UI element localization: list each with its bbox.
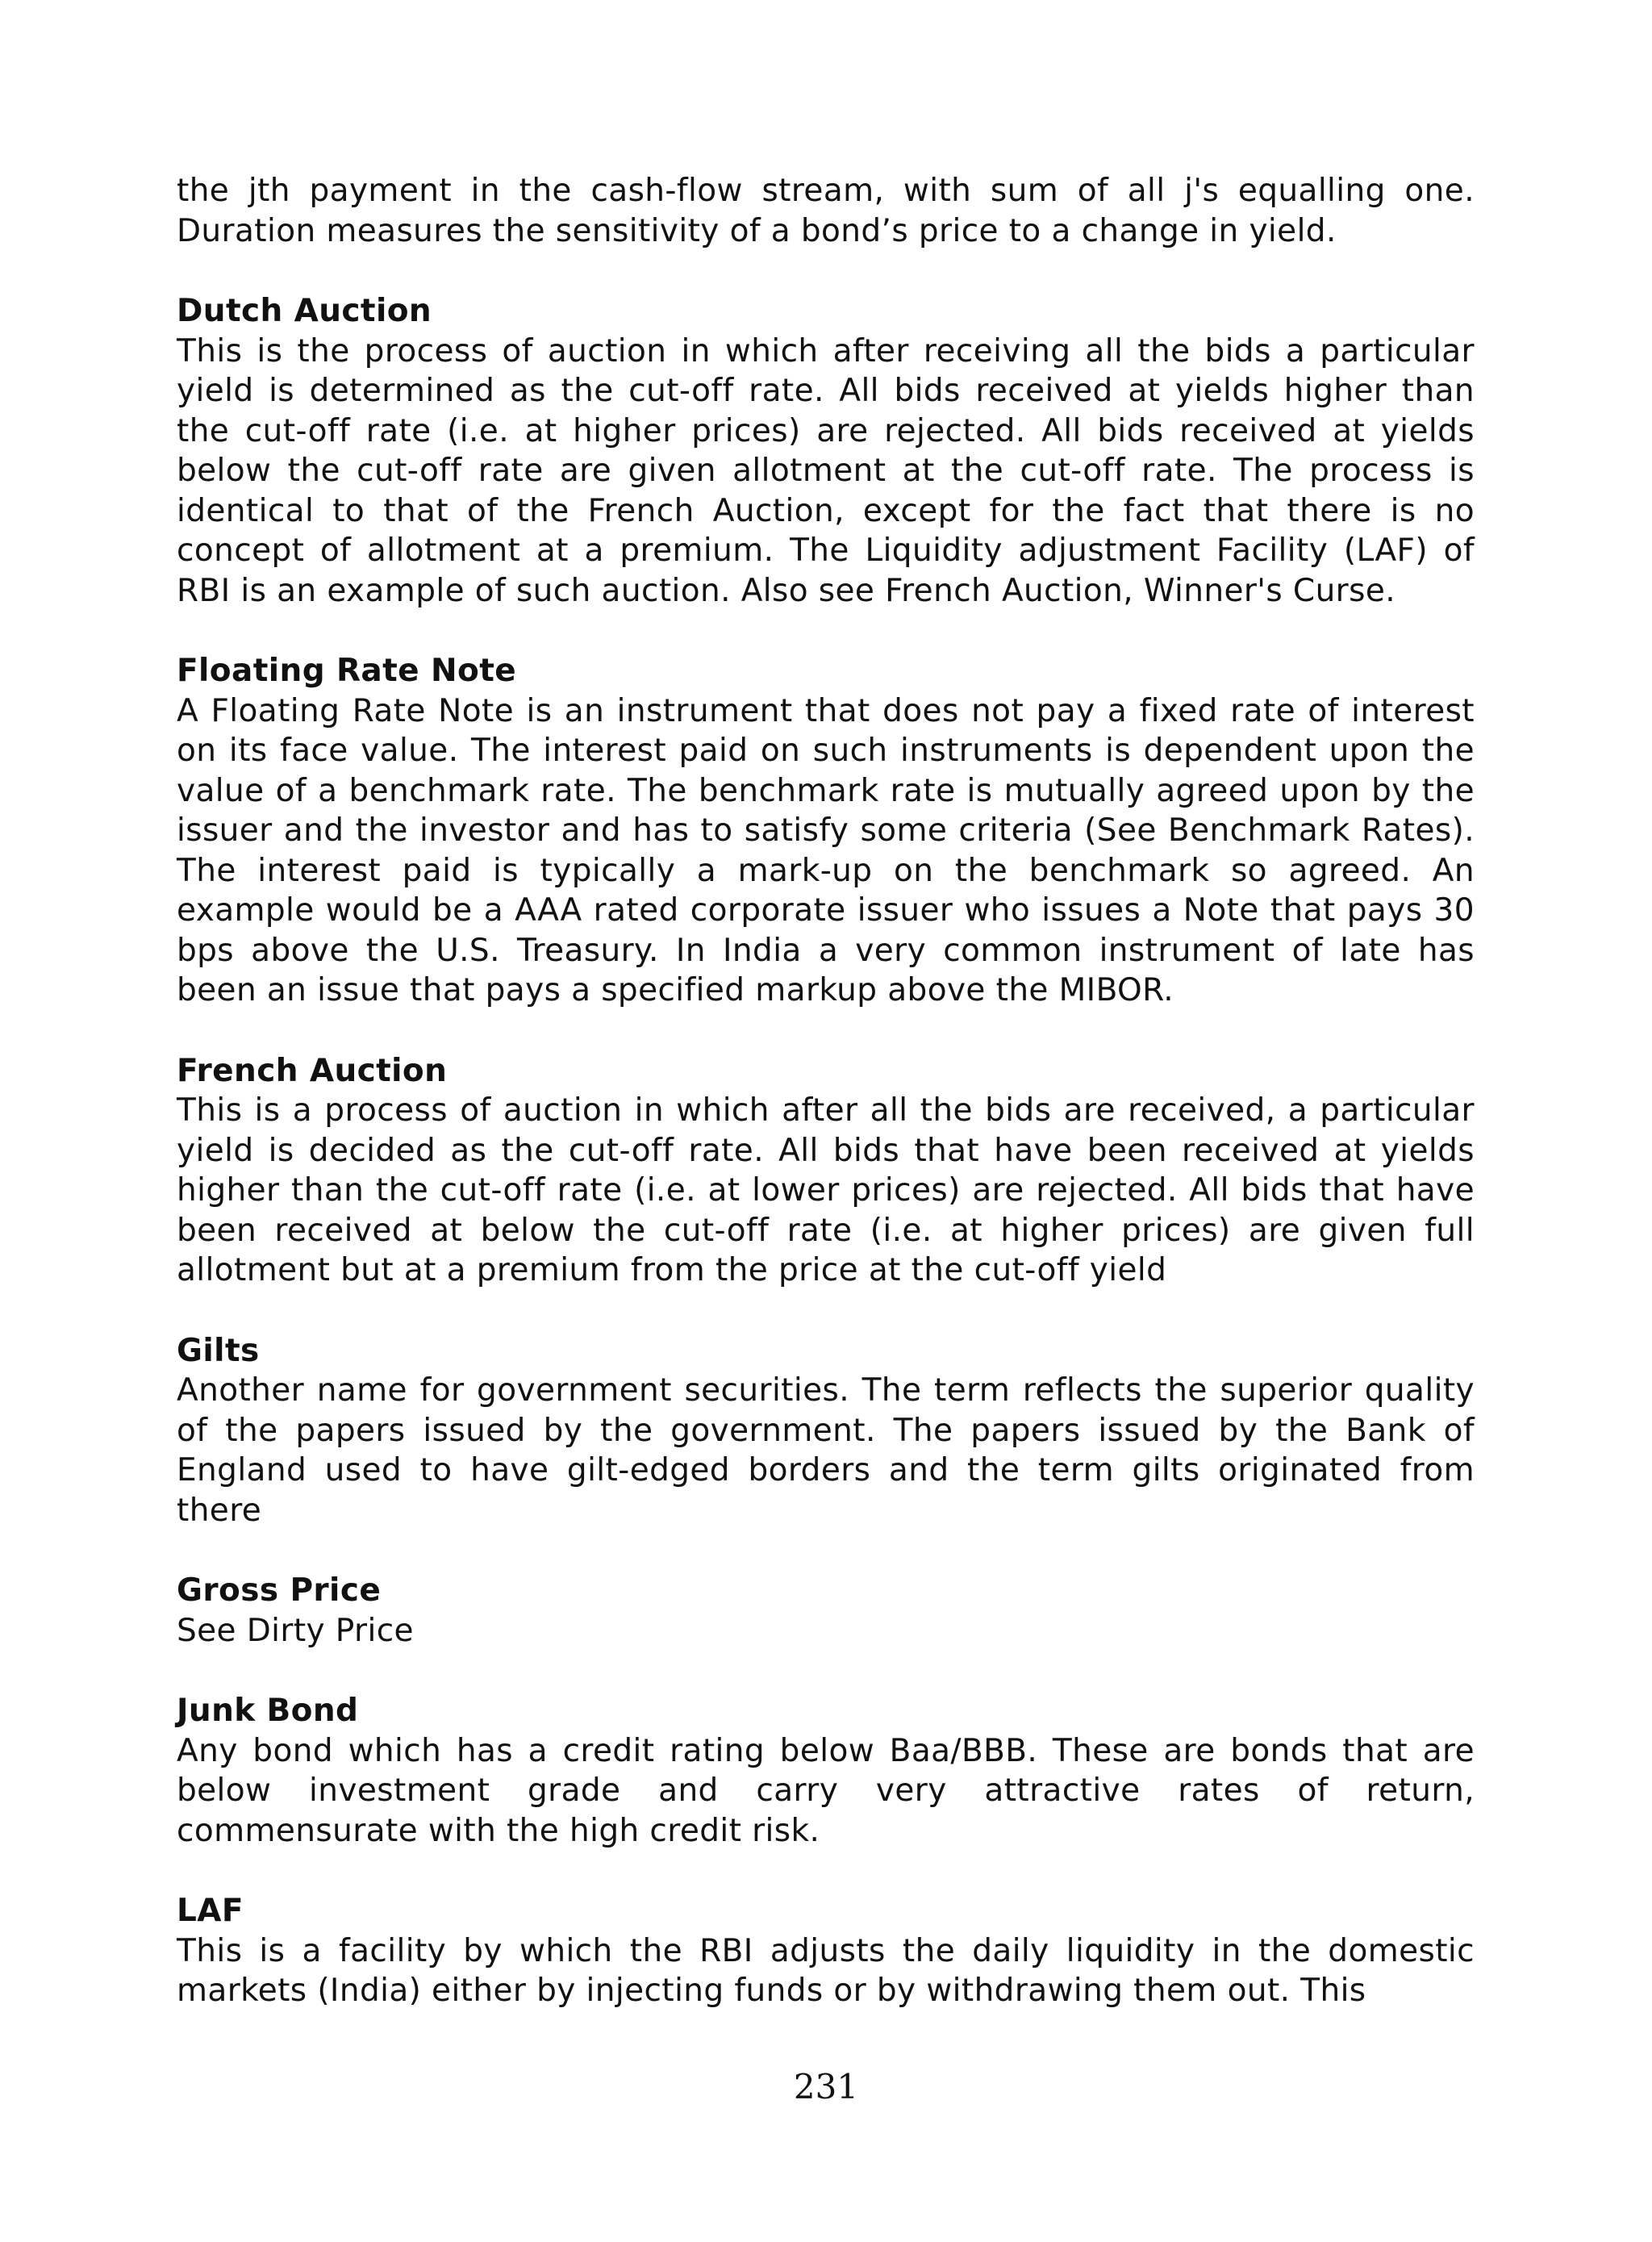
term-heading: Dutch Auction [177, 293, 432, 329]
term-heading: Junk Bond [177, 1693, 359, 1729]
page-number: 231 [793, 2067, 859, 2106]
glossary-entry-gilts [177, 1331, 1475, 1531]
term-definition: A Floating Rate Note is an instrument that does not pay a fixed rate of interest on its face value. The interest paid on such instruments is dependent upon the value of a benchmark rate. The benchmark rate is mutually agreed upon by the issuer and the investor and has to satisfy some criteria (See Benchmark Rates). The interest paid is typically a mark-up on the benchmark so agreed. An example would be a AAA rated corporate issuer who issues a Note that pays 30 bps above the U.S. Treasury. In India a very common instrument of late has been an issue that pays a specified markup above the MIBOR. [177, 692, 1475, 1008]
glossary-entry-dutch-auction [177, 291, 1475, 611]
term-heading: French Auction [177, 1052, 448, 1089]
term-definition: This is a facility by which the RBI adjusts the daily liquidity in the domestic markets (India) either by injecting funds or by withdrawing them out. This [177, 1932, 1475, 2009]
term-definition: This is the process of auction in which after receiving all the bids a particular yield is determined as the cut-off rate. All bids received at yields higher than the cut-off rate (i.e. at higher prices) are rejected. All bids received at yields below the cut-off rate are given allotment at the cut-off rate. The process is identical to that of the French Auction, except for the fact that there is no concept of allotment at a premium. The Liquidity adjustment Facility (LAF) of RBI is an example of such auction. Also see French Auction, Winner's Curse. [177, 332, 1475, 609]
document-page [177, 171, 1475, 2011]
glossary-entry-junk-bond [177, 1691, 1475, 1851]
intro-paragraph: the jth payment in the cash-flow stream, with sum of all j's equalling one. Duration measures the sensitivity of a bond’s price to a change in yield. [177, 173, 1475, 249]
glossary-entry-laf [177, 1891, 1475, 2011]
term-definition: Any bond which has a credit rating below Baa/BBB. These are bonds that are below investment grade and carry very attractive rates of return, commensurate with the high credit risk. [177, 1732, 1475, 1849]
term-definition: Another name for government securities. The term reflects the superior quality of the papers issued by the government. The papers issued by the Bank of England used to have gilt-edged borders and the term gilts originated from there [177, 1372, 1475, 1529]
term-definition: This is a process of auction in which after all the bids are received, a particular yield is decided as the cut-off rate. All bids that have been received at yields higher than the cut-off rate (i.e. at lower prices) are rejected. All bids that have been received at below the cut-off rate (i.e. at higher prices) are given full allotment but at a premium from the price at the cut-off yield [177, 1092, 1475, 1288]
term-heading: LAF [177, 1893, 244, 1929]
glossary-entry-gross-price [177, 1571, 1475, 1651]
glossary-entry-french-auction [177, 1051, 1475, 1291]
term-heading: Floating Rate Note [177, 653, 517, 689]
term-heading: Gilts [177, 1332, 260, 1369]
glossary-entry-floating-rate-note [177, 651, 1475, 1011]
term-definition: See Dirty Price [177, 1612, 414, 1649]
term-heading: Gross Price [177, 1572, 382, 1609]
